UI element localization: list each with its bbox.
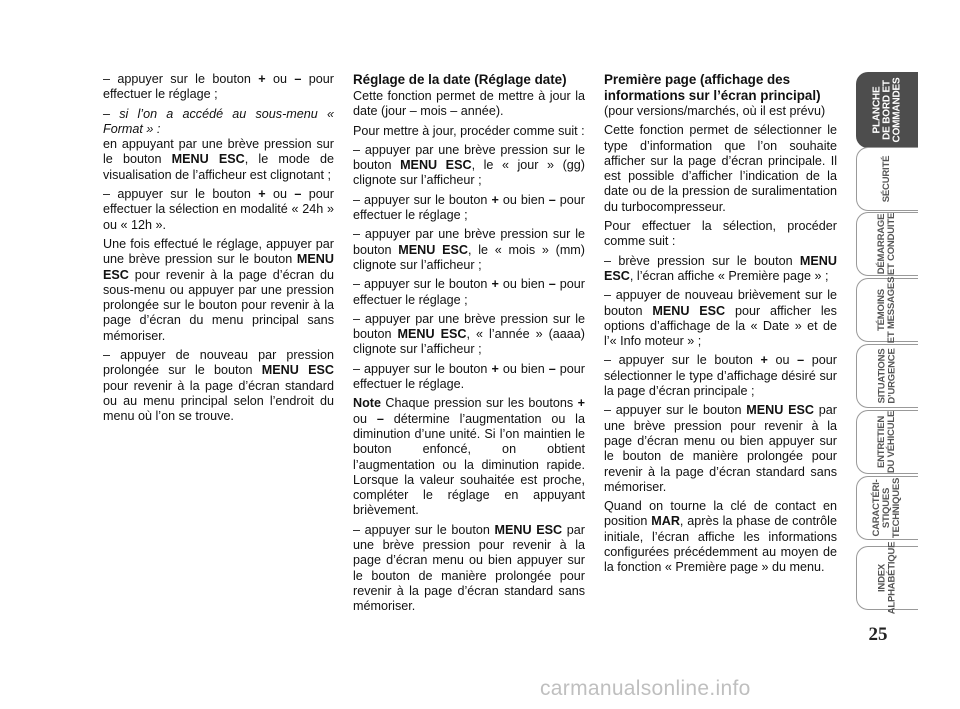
emphasis: MENU ESC [397, 327, 467, 342]
emphasis: MENU ESC [171, 152, 245, 167]
column-3 [604, 72, 837, 580]
tab-planche-de-bord[interactable] [856, 72, 918, 148]
paragraph: Pour mettre à jour, procéder comme suit : [353, 123, 585, 138]
emphasis: + [491, 277, 499, 292]
paragraph: Cette fonction permet de mettre à jour la date (jour – mois – année). [353, 89, 585, 119]
tab-label: INDEX ALPHABÉTIQUE [876, 541, 898, 615]
paragraph-text: en appuyant par une brève pression sur le bouton MENU ESC, le mode de visualisation de l’afficheur est clignotant ; [103, 137, 334, 182]
tab-label: PLANCHE DE BORD ET COMMANDES [871, 77, 903, 143]
paragraph: Quand on tourne la clé de contact en position MAR, après la phase de contrôle initiale, l’écran affiche les informations configurées précédemment au moyen de la fonction « Première page » du menu. [604, 499, 837, 575]
emphasis: MENU ESC [400, 158, 472, 173]
emphasis: + [258, 187, 266, 202]
tab-label: SITUATIONS D’URGENCE [876, 348, 898, 404]
section-subheading: (pour versions/marchés, où il est prévu) [604, 104, 826, 118]
emphasis: + [760, 353, 768, 368]
emphasis: MENU ESC [746, 403, 815, 418]
paragraph: – brève pression sur le bouton MENU ESC, l’écran affiche « Première page » ; [604, 253, 837, 283]
tab-label: SÉCURITÉ [881, 155, 893, 203]
paragraph: – appuyer sur le bouton + ou bien – pour effectuer le réglage ; [353, 192, 585, 223]
emphasis: – [548, 361, 556, 376]
section-heading: Première page (affichage des informations sur l’écran principal) [604, 72, 821, 103]
tab-caracteristiques[interactable] [856, 476, 918, 540]
tab-label: CARACTÉRI- STIQUES TECHNIQUES [871, 477, 903, 539]
tab-label: ENTRETIEN DU VÉHICULE [876, 410, 898, 474]
paragraph: – appuyer de nouveau brièvement sur le bouton MENU ESC pour afficher les options d’affichage de la « Date » et de l’« Info moteur » ; [604, 288, 837, 349]
note-text: Chaque pression sur les boutons + ou – détermine l’augmentation ou la diminution d’une unité. Si l’on maintien le bouton enfoncé, on obtient l’augmentation ou la diminution rapide. Lorsque la valeur souhaitée est proche, compléter le réglage en appuyant brièvement. [353, 396, 585, 518]
paragraph: – appuyer par une brève pression sur le bouton MENU ESC, le « mois » (mm) clignote sur l’afficheur ; [353, 227, 585, 272]
paragraph: – appuyer sur le bouton + ou – pour effectuer la sélection en modalité « 24h » ou « 12h ». [103, 187, 334, 232]
tab-entretien[interactable] [856, 410, 918, 474]
italic-lead: – si l’on a accédé au sous-menu « Format » : [103, 106, 334, 136]
tab-index[interactable] [856, 541, 918, 615]
column-2 [353, 72, 585, 619]
emphasis: MENU ESC [652, 303, 726, 318]
page-number: 25 [868, 624, 888, 645]
emphasis: MAR [651, 514, 680, 529]
paragraph: – appuyer par une brève pression sur le bouton MENU ESC, le « jour » (gg) clignote sur l’afficheur ; [353, 142, 585, 188]
note-label: Note [353, 396, 381, 411]
emphasis: MENU ESC [604, 253, 837, 283]
paragraph: – appuyer sur le bouton + ou bien – pour effectuer le réglage ; [353, 277, 585, 307]
emphasis: – [548, 192, 556, 207]
emphasis: + [491, 361, 499, 376]
tab-label: DÉMARRAGE ET CONDUITE [876, 212, 898, 276]
tab-temoins[interactable] [856, 278, 918, 342]
paragraph: – appuyer sur le bouton MENU ESC par une brève pression pour revenir à la page d’écran menu ou bien appuyer sur le bouton de manière prolongée pour revenir à la page d’écran standard sans mémoriser. [353, 522, 585, 614]
emphasis: + [577, 396, 585, 411]
tab-label: TÉMOINS ET MESSAGES [876, 276, 898, 344]
emphasis: – [294, 72, 302, 86]
paragraph: – appuyer sur le bouton MENU ESC par une brève pression pour revenir à la page d’écran menu ou bien appuyer sur le bouton de manière prolongée pour revenir à la page d’écran standard sans mémoriser. [604, 403, 837, 494]
paragraph: Une fois effectué le réglage, appuyer par une brève pression sur le bouton MENU ESC pour revenir à la page d’écran du sous-menu ou appuyer par une pression prolongée sur le bouton pour revenir à la page d’écran du menu principal sans mémoriser. [103, 236, 334, 343]
paragraph [103, 107, 334, 183]
emphasis: MENU ESC [261, 363, 334, 378]
paragraph: – appuyer sur le bouton + ou bien – pour effectuer le réglage. [353, 361, 585, 392]
emphasis: – [548, 277, 556, 292]
emphasis: + [491, 192, 499, 207]
paragraph: – appuyer de nouveau par pression prolongée sur le bouton MENU ESC pour revenir à la page d’écran standard ou au menu principal selon l’endroit du menu où l’on se trouve. [103, 348, 334, 424]
emphasis: – [294, 187, 302, 202]
paragraph: Cette fonction permet de sélectionner le type d’information que l’on souhaite afficher sur la page d’écran principale. Il est possible d’afficher l’indication de la date ou de la pression de suralimentation du turbocompresseur. [604, 123, 837, 214]
column-1 [103, 72, 334, 429]
tab-securite[interactable] [856, 147, 918, 211]
emphasis: MENU ESC [494, 522, 563, 537]
emphasis: – [797, 353, 805, 368]
paragraph: – appuyer sur le bouton + ou – pour sélectionner le type d’affichage désiré sur la page d’écran principale ; [604, 353, 837, 399]
emphasis: + [258, 72, 266, 86]
emphasis: MENU ESC [103, 252, 334, 282]
note-paragraph [353, 396, 585, 518]
paragraph: Pour effectuer la sélection, procéder comme suit : [604, 219, 837, 249]
tab-demarrage[interactable] [856, 212, 918, 276]
tab-situations[interactable] [856, 344, 918, 408]
section-heading: Réglage de la date (Réglage date) [353, 72, 567, 87]
watermark: carmanualsonline.info [540, 677, 751, 700]
paragraph: – appuyer par une brève pression sur le bouton MENU ESC, « l’année » (aaaa) clignote sur l’afficheur ; [353, 311, 585, 357]
emphasis: MENU ESC [398, 242, 468, 257]
emphasis: – [376, 411, 384, 426]
paragraph: – appuyer sur le bouton + ou – pour effectuer le réglage ; [103, 72, 334, 102]
